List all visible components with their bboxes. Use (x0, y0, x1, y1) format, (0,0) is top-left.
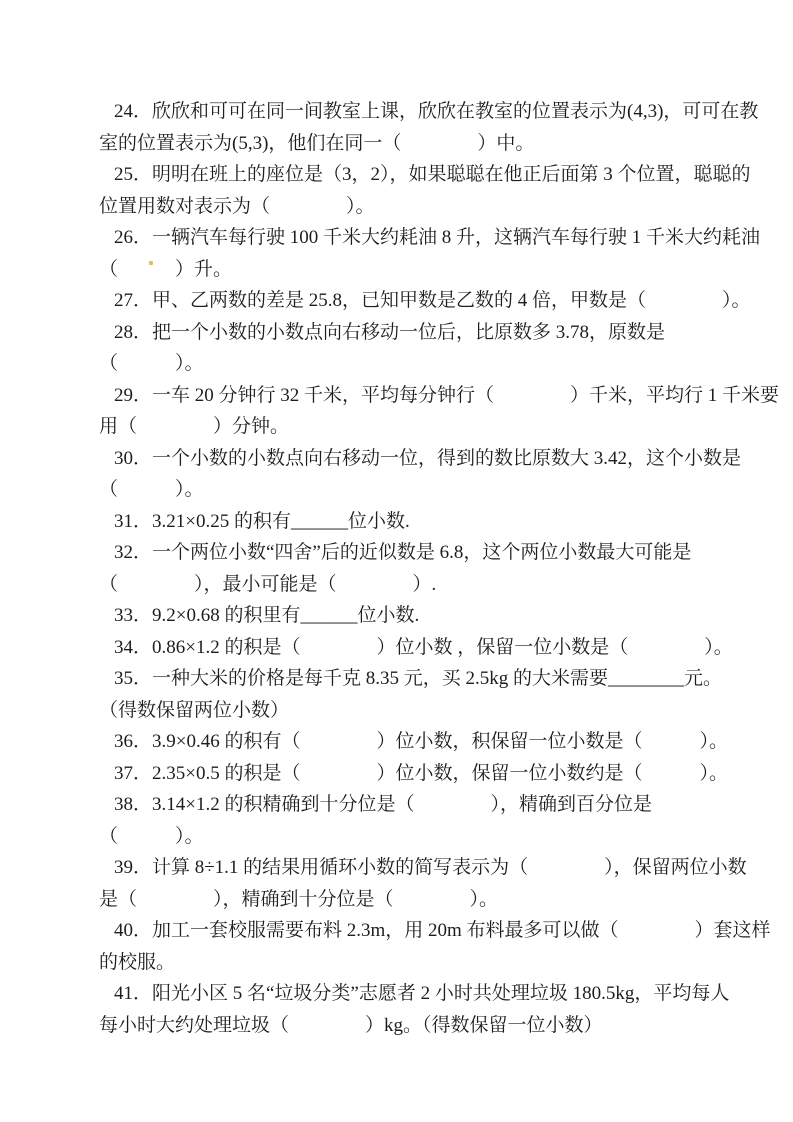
question-line: 28．把一个小数的小数点向右移动一位后，比原数多 3.78，原数是 (114, 321, 666, 343)
worksheet-content (99, 96, 780, 1041)
question-31 (99, 506, 693, 538)
question-line: 27．甲、乙两数的差是 25.8，已知甲数是乙数的 4 倍，甲数是（ ）。 (114, 290, 751, 311)
question-line: 36．3.9×0.46 的积有（ ）位小数，积保留一位小数是（ ）。 (114, 731, 728, 752)
question-line: 室的位置表示为(5,3)，他们在同一（ ）中。 (99, 132, 535, 154)
question-line: （ ）升。 (99, 258, 233, 280)
question-36 (99, 726, 728, 758)
question-line: 的校服。 (99, 951, 176, 973)
question-line: （ ）。 (99, 825, 204, 847)
question-line: 34．0.86×1.2 的积是（ ）位小数 ，保留一位小数是（ ）。 (114, 636, 733, 658)
question-line: 是（ ），精确到十分位是（ ）。 (99, 888, 499, 910)
question-27 (99, 285, 751, 317)
question-30 (99, 443, 742, 506)
question-line: 用（ ）分钟。 (99, 416, 290, 437)
question-line: 33．9.2×0.68 的积里有______位小数. (114, 605, 420, 626)
question-38 (99, 789, 693, 852)
question-26 (99, 222, 761, 285)
question-line: 每小时大约处理垃圾（ ）kg。（得数保留一位小数） (99, 1014, 603, 1036)
question-line: 29．一车 20 分钟行 32 千米，平均每分钟行（ ）千米，平均行 1 千米要 (114, 384, 780, 406)
question-line: 31．3.21×0.25 的积有______位小数. (114, 510, 410, 532)
question-34 (99, 632, 733, 664)
question-33 (99, 600, 693, 632)
question-35 (99, 663, 723, 726)
question-29 (99, 380, 780, 443)
question-line: （得数保留两位小数） (99, 699, 290, 721)
question-line: 40．加工一套校服需要布料 2.3m，用 20m 布料最多可以做（ ）套这样 (114, 920, 771, 941)
question-line: （ ），最小可能是（ ）. (99, 573, 437, 595)
question-line: 41．阳光小区 5 名“垃圾分类”志愿者 2 小时共处理垃圾 180.5kg，平均每人 (114, 983, 730, 1004)
question-32 (99, 537, 693, 600)
question-line: （ ）。 (99, 479, 204, 500)
question-line: 37．2.35×0.5 的积是（ ）位小数，保留一位小数约是（ ）。 (114, 762, 728, 784)
question-37 (99, 758, 728, 790)
question-40 (99, 915, 771, 978)
question-line: 30．一个小数的小数点向右移动一位，得到的数比原数大 3.42，这个小数是 (114, 447, 742, 469)
question-line: 位置用数对表示为（ ）。 (99, 195, 375, 217)
question-28 (99, 317, 693, 380)
question-39 (99, 852, 747, 915)
question-line: 26．一辆汽车每行驶 100 千米大约耗油 8 升，这辆汽车每行驶 1 千米大约耗油 (114, 227, 761, 248)
question-25 (99, 159, 751, 222)
question-line: 39．计算 8÷1.1 的结果用循环小数的简写表示为（ ），保留两位小数 (114, 857, 747, 878)
question-line: 25．明明在班上的座位是（3，2），如果聪聪在他正后面第 3 个位置，聪聪的 (114, 164, 751, 185)
question-41 (99, 978, 730, 1041)
question-line: 38．3.14×1.2 的积精确到十分位是（ ），精确到百分位是 (114, 794, 652, 815)
question-line: 24．欣欣和可可在同一间教室上课，欣欣在教室的位置表示为(4,3)，可可在教 (114, 101, 759, 122)
question-line: （ ）。 (99, 353, 204, 374)
question-line: 35．一种大米的价格是每千克 8.35 元，买 2.5kg 的大米需要________元。 (114, 668, 723, 689)
question-24 (99, 96, 759, 159)
question-line: 32．一个两位小数“四舍”后的近似数是 6.8，这个两位小数最大可能是 (114, 542, 692, 563)
